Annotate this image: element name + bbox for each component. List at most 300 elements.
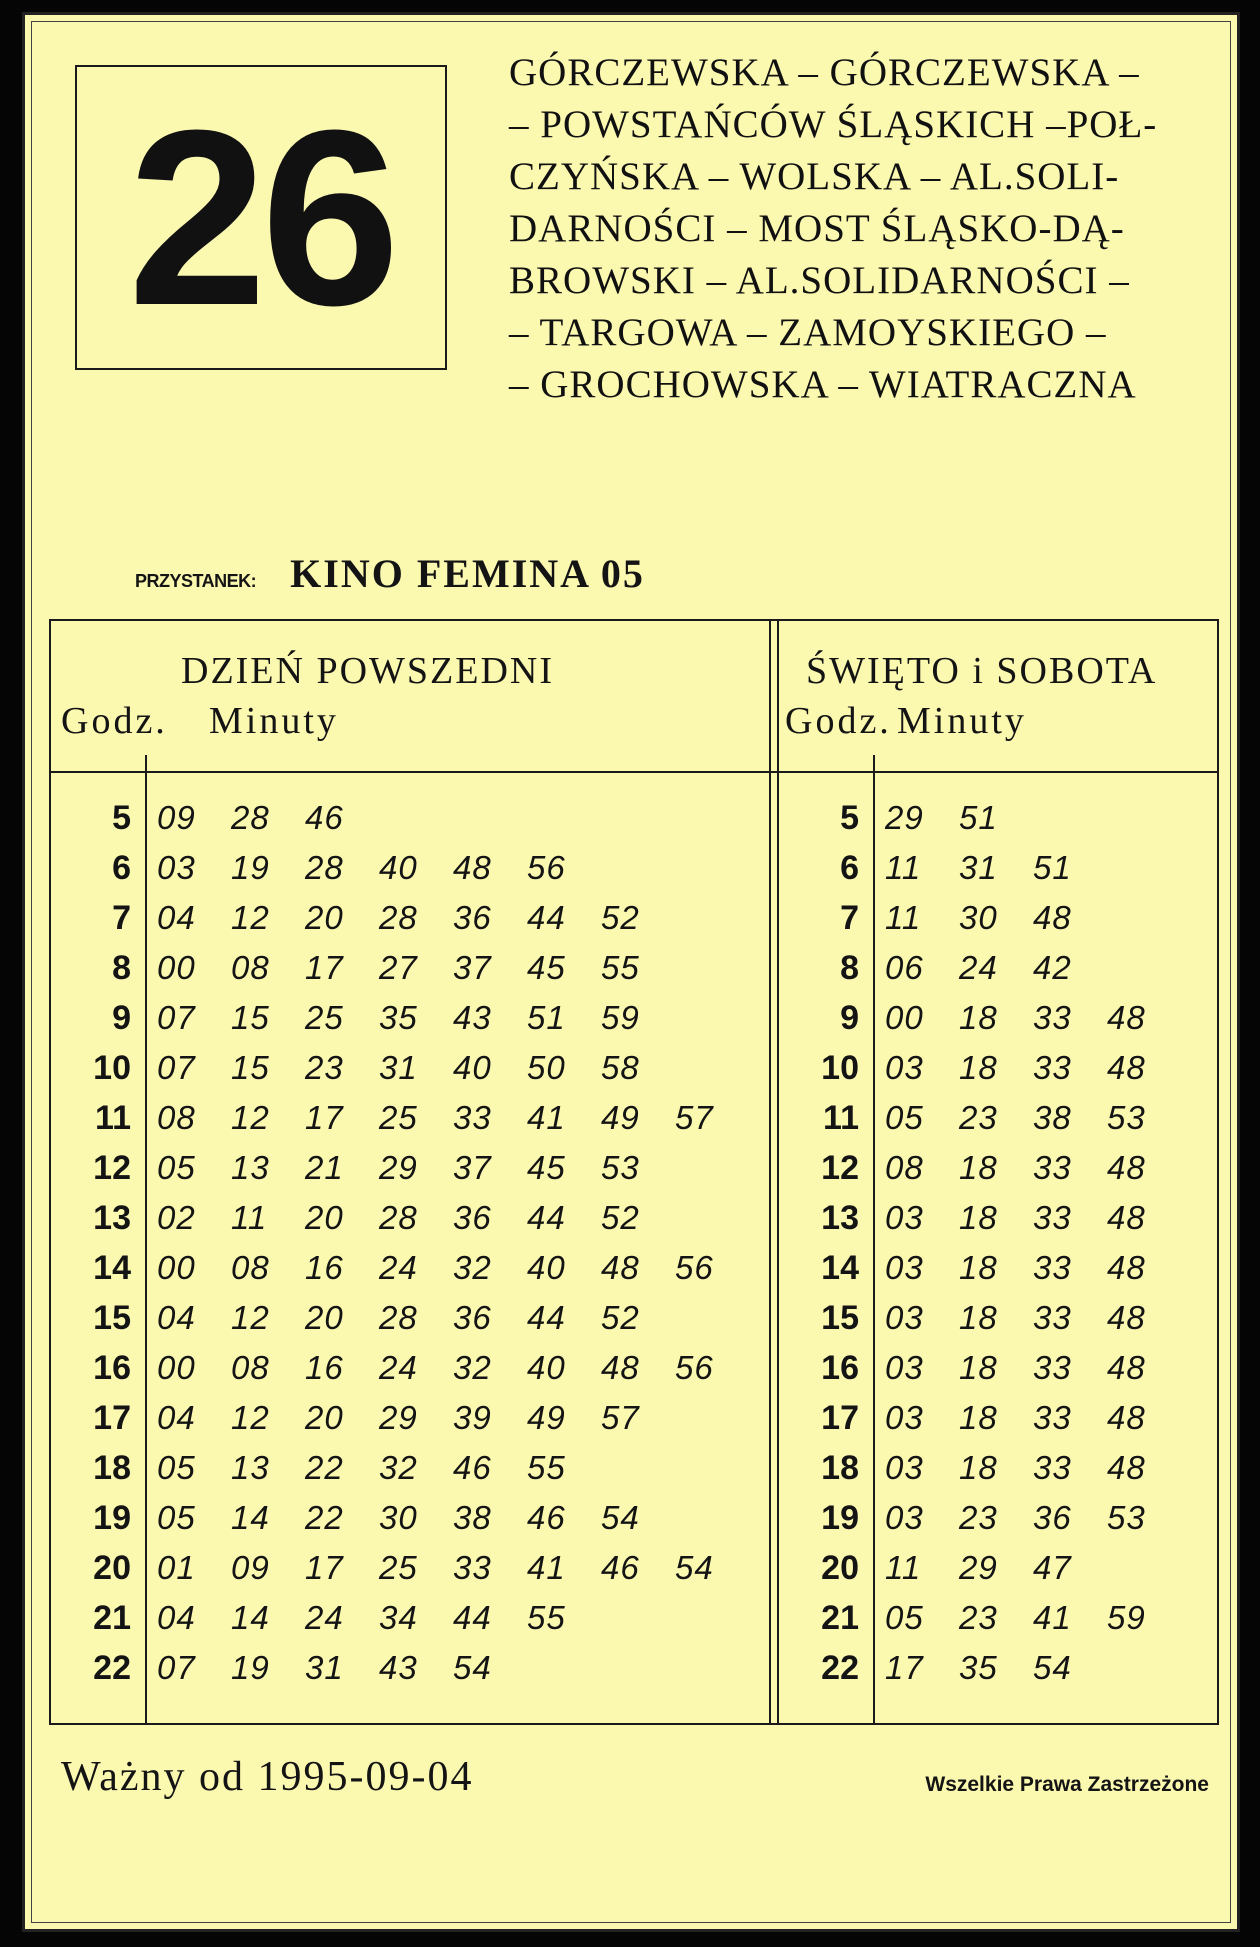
schedule-row — [779, 993, 1181, 1043]
departure-minute: 07 — [157, 1649, 196, 1686]
departure-minute: 46 — [305, 799, 344, 836]
schedule-row — [779, 1493, 1181, 1543]
departure-minute: 24 — [379, 1249, 418, 1286]
hour-cell: 10 — [93, 1048, 131, 1087]
departure-minute: 20 — [305, 899, 344, 936]
departure-minute: 03 — [885, 1049, 924, 1086]
departure-minute: 39 — [453, 1399, 492, 1436]
minutes-cell — [145, 1049, 675, 1087]
hour-cell: 19 — [821, 1498, 859, 1537]
departure-minute: 33 — [1033, 1049, 1072, 1086]
departure-minute: 07 — [157, 999, 196, 1036]
hour-cell: 13 — [821, 1198, 859, 1237]
minutes-cell — [873, 1299, 1181, 1337]
minutes-cell — [145, 999, 675, 1037]
minutes-cell — [145, 1249, 749, 1287]
holiday-minutes-header: Minuty — [897, 700, 1027, 742]
departure-minute: 17 — [305, 1549, 344, 1586]
minutes-cell — [873, 1399, 1181, 1437]
departure-minute: 52 — [601, 899, 640, 936]
departure-minute: 38 — [453, 1499, 492, 1536]
copyright-notice: Wszelkie Prawa Zastrzeżone — [925, 1773, 1209, 1796]
departure-minute: 28 — [305, 849, 344, 886]
route-line: – GROCHOWSKA – WIATRACZNA — [509, 363, 1137, 406]
departure-minute: 40 — [379, 849, 418, 886]
departure-minute: 48 — [1107, 1399, 1146, 1436]
departure-minute: 12 — [231, 1099, 270, 1136]
schedule-row — [51, 1393, 749, 1443]
departure-minute: 54 — [601, 1499, 640, 1536]
departure-minute: 19 — [231, 849, 270, 886]
departure-minute: 03 — [885, 1399, 924, 1436]
hour-cell: 16 — [821, 1348, 859, 1387]
departure-minute: 31 — [305, 1649, 344, 1686]
departure-minute: 30 — [959, 899, 998, 936]
route-line: GÓRCZEWSKA – GÓRCZEWSKA – — [509, 51, 1140, 94]
holiday-schedule — [779, 793, 1181, 1693]
departure-minute: 32 — [379, 1449, 418, 1486]
departure-minute: 45 — [527, 949, 566, 986]
departure-minute: 48 — [1107, 1199, 1146, 1236]
departure-minute: 48 — [1107, 1349, 1146, 1386]
hour-cell: 20 — [93, 1548, 131, 1587]
schedule-row — [779, 943, 1181, 993]
route-line: CZYŃSKA – WOLSKA – AL.SOLI- — [509, 155, 1120, 198]
departure-minute: 33 — [1033, 1149, 1072, 1186]
departure-minute: 43 — [379, 1649, 418, 1686]
departure-minute: 09 — [231, 1549, 270, 1586]
minutes-cell — [873, 1599, 1181, 1637]
departure-minute: 53 — [1107, 1499, 1146, 1536]
departure-minute: 33 — [1033, 1449, 1072, 1486]
schedule-row — [779, 893, 1181, 943]
minutes-cell — [145, 849, 601, 887]
hour-cell: 6 — [112, 848, 131, 887]
departure-minute: 13 — [231, 1149, 270, 1186]
minutes-cell — [873, 799, 1033, 837]
departure-minute: 08 — [231, 1249, 270, 1286]
valid-from: Ważny od 1995-09-04 — [61, 1754, 474, 1800]
departure-minute: 18 — [959, 1449, 998, 1486]
departure-minute: 35 — [379, 999, 418, 1036]
departure-minute: 48 — [1107, 999, 1146, 1036]
route-line: – POWSTAŃCÓW ŚLĄSKICH –POŁ- — [509, 103, 1158, 146]
departure-minute: 29 — [379, 1149, 418, 1186]
departure-minute: 23 — [959, 1499, 998, 1536]
departure-minute: 25 — [379, 1099, 418, 1136]
departure-minute: 18 — [959, 1399, 998, 1436]
departure-minute: 03 — [885, 1199, 924, 1236]
departure-minute: 33 — [1033, 1299, 1072, 1336]
departure-minute: 51 — [527, 999, 566, 1036]
stop-info — [135, 550, 645, 597]
departure-minute: 00 — [885, 999, 924, 1036]
departure-minute: 44 — [527, 899, 566, 936]
departure-minute: 36 — [453, 899, 492, 936]
route-line: BROWSKI – AL.SOLIDARNOŚCI – — [509, 259, 1130, 302]
departure-minute: 48 — [1107, 1249, 1146, 1286]
departure-minute: 32 — [453, 1349, 492, 1386]
hour-cell: 8 — [112, 948, 131, 987]
departure-minute: 24 — [959, 949, 998, 986]
departure-minute: 22 — [305, 1499, 344, 1536]
hour-cell: 15 — [93, 1298, 131, 1337]
departure-minute: 37 — [453, 1149, 492, 1186]
departure-minute: 33 — [453, 1099, 492, 1136]
hour-cell: 11 — [823, 1098, 859, 1137]
schedule-row — [779, 1543, 1181, 1593]
departure-minute: 08 — [885, 1149, 924, 1186]
schedule-row — [51, 1493, 749, 1543]
hour-cell: 9 — [840, 998, 859, 1037]
departure-minute: 29 — [885, 799, 924, 836]
departure-minute: 37 — [453, 949, 492, 986]
departure-minute: 04 — [157, 899, 196, 936]
departure-minute: 38 — [1033, 1099, 1072, 1136]
departure-minute: 17 — [885, 1649, 924, 1686]
hour-cell: 19 — [93, 1498, 131, 1537]
minutes-cell — [873, 1199, 1181, 1237]
departure-minute: 48 — [1033, 899, 1072, 936]
departure-minute: 14 — [231, 1599, 270, 1636]
departure-minute: 54 — [1033, 1649, 1072, 1686]
hour-cell: 10 — [821, 1048, 859, 1087]
route-line: DARNOŚCI – MOST ŚLĄSKO-DĄ- — [509, 207, 1125, 250]
departure-minute: 20 — [305, 1399, 344, 1436]
departure-minute: 59 — [601, 999, 640, 1036]
departure-minute: 05 — [157, 1449, 196, 1486]
stop-label: PRZYSTANEK: — [135, 571, 257, 591]
hour-cell: 5 — [112, 798, 131, 837]
departure-minute: 55 — [527, 1599, 566, 1636]
departure-minute: 03 — [885, 1299, 924, 1336]
departure-minute: 18 — [959, 1199, 998, 1236]
departure-minute: 33 — [1033, 999, 1072, 1036]
departure-minute: 19 — [231, 1649, 270, 1686]
stop-name: KINO FEMINA 05 — [290, 551, 645, 596]
hour-cell: 9 — [112, 998, 131, 1037]
minutes-cell — [145, 949, 675, 987]
departure-minute: 17 — [305, 949, 344, 986]
minutes-cell — [145, 1399, 675, 1437]
hour-cell: 18 — [93, 1448, 131, 1487]
departure-minute: 01 — [157, 1549, 196, 1586]
schedule-row — [779, 1243, 1181, 1293]
hour-cell: 22 — [821, 1648, 859, 1687]
schedule-row — [51, 993, 749, 1043]
schedule-row — [51, 843, 749, 893]
departure-minute: 53 — [601, 1149, 640, 1186]
departure-minute: 20 — [305, 1199, 344, 1236]
holiday-title: ŚWIĘTO i SOBOTA — [806, 650, 1158, 692]
holiday-hour-header: Godz. — [785, 700, 892, 742]
departure-minute: 40 — [527, 1349, 566, 1386]
minutes-cell — [873, 1349, 1181, 1387]
minutes-cell — [145, 1349, 749, 1387]
departure-minute: 33 — [1033, 1199, 1072, 1236]
departure-minute: 58 — [601, 1049, 640, 1086]
hour-cell: 17 — [93, 1398, 131, 1437]
schedule-row — [51, 1243, 749, 1293]
minutes-cell — [145, 1099, 749, 1137]
departure-minute: 33 — [1033, 1349, 1072, 1386]
schedule-row — [779, 1443, 1181, 1493]
departure-minute: 40 — [453, 1049, 492, 1086]
hour-cell: 11 — [95, 1098, 131, 1137]
departure-minute: 08 — [231, 1349, 270, 1386]
departure-minute: 12 — [231, 1399, 270, 1436]
minutes-cell — [145, 1649, 527, 1687]
hour-cell: 20 — [821, 1548, 859, 1587]
departure-minute: 46 — [453, 1449, 492, 1486]
schedule-row — [51, 1293, 749, 1343]
timetable-card — [22, 12, 1240, 1932]
departure-minute: 53 — [1107, 1099, 1146, 1136]
schedule-row — [779, 1293, 1181, 1343]
hour-cell: 8 — [840, 948, 859, 987]
departure-minute: 03 — [885, 1499, 924, 1536]
schedule-row — [51, 1543, 749, 1593]
departure-minute: 33 — [1033, 1399, 1072, 1436]
schedule-row — [51, 1143, 749, 1193]
departure-minute: 15 — [231, 1049, 270, 1086]
departure-minute: 36 — [1033, 1499, 1072, 1536]
minutes-cell — [873, 949, 1107, 987]
departure-minute: 18 — [959, 1299, 998, 1336]
hour-cell: 15 — [821, 1298, 859, 1337]
departure-minute: 16 — [305, 1349, 344, 1386]
minutes-cell — [145, 799, 379, 837]
minutes-cell — [145, 899, 675, 937]
hour-cell: 21 — [821, 1598, 859, 1637]
departure-minute: 08 — [157, 1099, 196, 1136]
minutes-cell — [873, 899, 1107, 937]
departure-minute: 40 — [527, 1249, 566, 1286]
departure-minute: 46 — [527, 1499, 566, 1536]
departure-minute: 03 — [885, 1349, 924, 1386]
departure-minute: 12 — [231, 1299, 270, 1336]
section-divider — [769, 621, 771, 1723]
hour-cell: 12 — [821, 1148, 859, 1187]
departure-minute: 28 — [379, 899, 418, 936]
departure-minute: 34 — [379, 1599, 418, 1636]
departure-minute: 25 — [305, 999, 344, 1036]
departure-minute: 31 — [379, 1049, 418, 1086]
departure-minute: 45 — [527, 1149, 566, 1186]
departure-minute: 54 — [453, 1649, 492, 1686]
minutes-cell — [145, 1299, 675, 1337]
minutes-cell — [873, 1649, 1107, 1687]
schedule-row — [779, 1193, 1181, 1243]
route-description — [509, 47, 1209, 411]
departure-minute: 29 — [379, 1399, 418, 1436]
departure-minute: 48 — [1107, 1449, 1146, 1486]
departure-minute: 05 — [885, 1099, 924, 1136]
minutes-cell — [873, 999, 1181, 1037]
departure-minute: 59 — [1107, 1599, 1146, 1636]
departure-minute: 03 — [885, 1249, 924, 1286]
departure-minute: 06 — [885, 949, 924, 986]
hour-cell: 14 — [821, 1248, 859, 1287]
schedule-row — [779, 1093, 1181, 1143]
schedule-row — [779, 1343, 1181, 1393]
minutes-cell — [145, 1549, 749, 1587]
weekday-minutes-header: Minuty — [209, 700, 339, 742]
departure-minute: 36 — [453, 1199, 492, 1236]
departure-minute: 52 — [601, 1199, 640, 1236]
schedule-row — [779, 1593, 1181, 1643]
weekday-title: DZIEŃ POWSZEDNI — [181, 650, 555, 692]
departure-minute: 48 — [1107, 1049, 1146, 1086]
schedule-row — [51, 793, 749, 843]
departure-minute: 24 — [305, 1599, 344, 1636]
departure-minute: 18 — [959, 1249, 998, 1286]
departure-minute: 27 — [379, 949, 418, 986]
departure-minute: 48 — [1107, 1299, 1146, 1336]
departure-minute: 18 — [959, 1149, 998, 1186]
hour-cell: 7 — [112, 898, 131, 937]
minutes-cell — [145, 1199, 675, 1237]
departure-minute: 29 — [959, 1549, 998, 1586]
minutes-cell — [145, 1499, 675, 1537]
departure-minute: 16 — [305, 1249, 344, 1286]
hour-cell: 18 — [821, 1448, 859, 1487]
departure-minute: 57 — [675, 1099, 714, 1136]
departure-minute: 44 — [527, 1199, 566, 1236]
departure-minute: 28 — [231, 799, 270, 836]
departure-minute: 44 — [527, 1299, 566, 1336]
schedule-row — [51, 1193, 749, 1243]
minutes-cell — [145, 1449, 601, 1487]
route-line: – TARGOWA – ZAMOYSKIEGO – — [509, 311, 1107, 354]
schedule-row — [51, 893, 749, 943]
departure-minute: 22 — [305, 1449, 344, 1486]
departure-minute: 24 — [379, 1349, 418, 1386]
departure-minute: 00 — [157, 949, 196, 986]
weekday-schedule — [51, 793, 749, 1693]
hour-cell: 5 — [840, 798, 859, 837]
weekday-hour-header: Godz. — [61, 700, 168, 742]
departure-minute: 05 — [157, 1149, 196, 1186]
departure-minute: 56 — [527, 849, 566, 886]
departure-minute: 11 — [231, 1199, 268, 1236]
schedule-row — [51, 1443, 749, 1493]
hour-cell: 22 — [93, 1648, 131, 1687]
departure-minute: 57 — [601, 1399, 640, 1436]
departure-minute: 46 — [601, 1549, 640, 1586]
departure-minute: 25 — [379, 1549, 418, 1586]
departure-minute: 05 — [885, 1599, 924, 1636]
departure-minute: 49 — [527, 1399, 566, 1436]
departure-minute: 55 — [601, 949, 640, 986]
departure-minute: 50 — [527, 1049, 566, 1086]
minutes-cell — [873, 1149, 1181, 1187]
departure-minute: 03 — [157, 849, 196, 886]
departure-minute: 52 — [601, 1299, 640, 1336]
departure-minute: 04 — [157, 1599, 196, 1636]
departure-minute: 32 — [453, 1249, 492, 1286]
departure-minute: 23 — [305, 1049, 344, 1086]
departure-minute: 05 — [157, 1499, 196, 1536]
departure-minute: 18 — [959, 1049, 998, 1086]
departure-minute: 35 — [959, 1649, 998, 1686]
hour-cell: 16 — [93, 1348, 131, 1387]
departure-minute: 09 — [157, 799, 196, 836]
schedule-row — [779, 1643, 1181, 1693]
departure-minute: 28 — [379, 1299, 418, 1336]
line-number: 26 — [127, 77, 395, 357]
minutes-cell — [873, 1099, 1181, 1137]
schedule-row — [51, 943, 749, 993]
departure-minute: 21 — [305, 1149, 344, 1186]
hour-cell: 21 — [93, 1598, 131, 1637]
departure-minute: 33 — [453, 1549, 492, 1586]
departure-minute: 18 — [959, 999, 998, 1036]
minutes-cell — [145, 1599, 601, 1637]
departure-minute: 23 — [959, 1599, 998, 1636]
schedule-row — [779, 1043, 1181, 1093]
minutes-cell — [873, 1049, 1181, 1087]
departure-minute: 48 — [601, 1349, 640, 1386]
departure-minute: 55 — [527, 1449, 566, 1486]
timetable-grid — [49, 619, 1219, 1725]
departure-minute: 11 — [885, 1549, 922, 1586]
departure-minute: 07 — [157, 1049, 196, 1086]
minutes-cell — [873, 849, 1107, 887]
departure-minute: 44 — [453, 1599, 492, 1636]
schedule-row — [779, 1143, 1181, 1193]
departure-minute: 04 — [157, 1299, 196, 1336]
departure-minute: 48 — [601, 1249, 640, 1286]
schedule-row — [779, 843, 1181, 893]
hour-cell: 13 — [93, 1198, 131, 1237]
departure-minute: 43 — [453, 999, 492, 1036]
departure-minute: 23 — [959, 1099, 998, 1136]
schedule-row — [51, 1093, 749, 1143]
departure-minute: 15 — [231, 999, 270, 1036]
departure-minute: 04 — [157, 1399, 196, 1436]
hour-cell: 12 — [93, 1148, 131, 1187]
minutes-cell — [873, 1549, 1107, 1587]
hour-cell: 6 — [840, 848, 859, 887]
minutes-cell — [873, 1449, 1181, 1487]
departure-minute: 51 — [959, 799, 998, 836]
departure-minute: 08 — [231, 949, 270, 986]
hour-cell: 7 — [840, 898, 859, 937]
departure-minute: 54 — [675, 1549, 714, 1586]
schedule-row — [51, 1043, 749, 1093]
departure-minute: 12 — [231, 899, 270, 936]
departure-minute: 41 — [527, 1549, 566, 1586]
departure-minute: 42 — [1033, 949, 1072, 986]
departure-minute: 30 — [379, 1499, 418, 1536]
header-divider — [51, 771, 1217, 773]
departure-minute: 03 — [885, 1449, 924, 1486]
departure-minute: 56 — [675, 1349, 714, 1386]
schedule-row — [51, 1343, 749, 1393]
departure-minute: 17 — [305, 1099, 344, 1136]
minutes-cell — [873, 1499, 1181, 1537]
departure-minute: 13 — [231, 1449, 270, 1486]
departure-minute: 11 — [885, 849, 922, 886]
departure-minute: 31 — [959, 849, 998, 886]
departure-minute: 56 — [675, 1249, 714, 1286]
departure-minute: 02 — [157, 1199, 196, 1236]
schedule-row — [51, 1593, 749, 1643]
departure-minute: 47 — [1033, 1549, 1072, 1586]
hour-cell: 17 — [821, 1398, 859, 1437]
departure-minute: 41 — [1033, 1599, 1072, 1636]
